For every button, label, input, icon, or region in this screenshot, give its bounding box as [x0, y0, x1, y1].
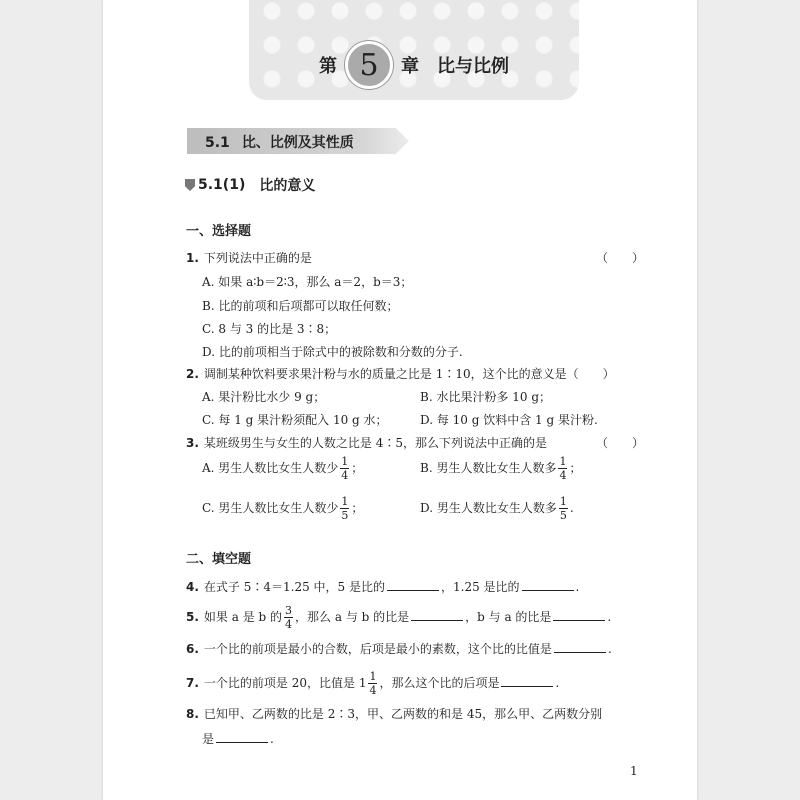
answer-blank[interactable]: [411, 610, 463, 621]
answer-parens-3: （ ）: [596, 436, 645, 450]
q3-option-c: C. 男生人数比女生人数少 $\frac{1}{5}$ ；: [202, 495, 364, 522]
q1-option-a: A. 如果 a∶b＝2∶3，那么 a＝2，b＝3；: [202, 275, 413, 289]
chapter-title: 比与比例: [437, 56, 509, 77]
chapter-header: [249, 0, 579, 100]
fraction: $\frac{1}{5}$: [341, 495, 349, 522]
fraction: $\frac{1}{5}$: [559, 495, 567, 522]
fraction: $\frac{3}{4}$: [285, 604, 293, 631]
fraction: $\frac{1}{4}$: [341, 455, 349, 482]
section-number: 5.1: [205, 135, 230, 151]
question-1: 1. 下列说法中正确的是: [186, 251, 312, 265]
answer-blank[interactable]: [501, 676, 553, 687]
answer-parens-1: （ ）: [596, 251, 645, 265]
answer-blank[interactable]: [553, 610, 605, 621]
q1-option-d: D. 比的前项相当于除式中的被除数和分数的分子.: [202, 345, 463, 359]
question-4: 4. 在式子 5∶4＝1.25 中，5 是比的 ，1.25 是比的 .: [186, 580, 580, 594]
question-5: 5. 如果 a 是 b 的 $\frac{3}{4}$ ，那么 a 与 b 的比是 ，b 与 a 的比是 .: [186, 604, 612, 631]
chapter-prefix: 第: [319, 56, 337, 77]
subsection-heading: [185, 175, 315, 195]
question-6: 6. 一个比的前项是最小的合数，后项是最小的素数，这个比的比值是 .: [186, 642, 612, 656]
subsection-number: 5.1(1): [198, 177, 246, 193]
section-title: 比、比例及其性质: [241, 135, 354, 151]
chapter-suffix: 章: [401, 56, 419, 77]
section-heading: [205, 132, 354, 152]
q2-option-b: B. 水比果汁粉多 10 g；: [420, 390, 552, 404]
q2-option-a: A. 果汁粉比水少 9 g；: [202, 390, 326, 404]
page-number: 1: [630, 764, 638, 778]
part-heading-choice: 一、选择题: [186, 224, 252, 239]
question-3: 3. 某班级男生与女生的人数之比是 4∶5，那么下列说法中正确的是: [186, 436, 548, 450]
fraction: $\frac{1}{4}$: [559, 455, 567, 482]
question-8-cont: 是 .: [202, 732, 274, 746]
subsection-title: 比的意义: [259, 178, 316, 194]
chapter-number-badge: 5: [345, 41, 393, 89]
shield-bullet-icon: [185, 179, 195, 191]
q2-option-d: D. 每 10 g 饮料中含 1 g 果汁粉.: [420, 413, 598, 427]
answer-blank[interactable]: [522, 580, 574, 591]
q3-option-b: B. 男生人数比女生人数多 $\frac{1}{4}$ ；: [420, 455, 582, 482]
question-7: 7. 一个比的前项是 20，比值是 1 $\frac{1}{4}$ ，那么这个比的后项是 .: [186, 670, 560, 697]
answer-blank[interactable]: [387, 580, 439, 591]
q1-option-b: B. 比的前项和后项都可以取任何数；: [202, 299, 399, 313]
answer-blank[interactable]: [554, 642, 606, 653]
q2-option-c: C. 每 1 g 果汁粉须配入 10 g 水；: [202, 413, 388, 427]
part-heading-fill: 二、填空题: [186, 552, 252, 567]
question-2: 2. 调制某种饮料要求果汁粉与水的质量之比是 1∶10，这个比的意义是（ ）: [186, 367, 615, 381]
q3-option-a: A. 男生人数比女生人数少 $\frac{1}{4}$ ；: [202, 455, 364, 482]
fraction: $\frac{1}{4}$: [369, 670, 377, 697]
question-8: 8. 已知甲、乙两数的比是 2∶3，甲、乙两数的和是 45，那么甲、乙两数分别: [186, 707, 603, 721]
q1-option-c: C. 8 与 3 的比是 3∶8；: [202, 322, 337, 336]
answer-blank[interactable]: [216, 732, 268, 743]
q3-option-d: D. 男生人数比女生人数多 $\frac{1}{5}$ .: [420, 495, 574, 522]
